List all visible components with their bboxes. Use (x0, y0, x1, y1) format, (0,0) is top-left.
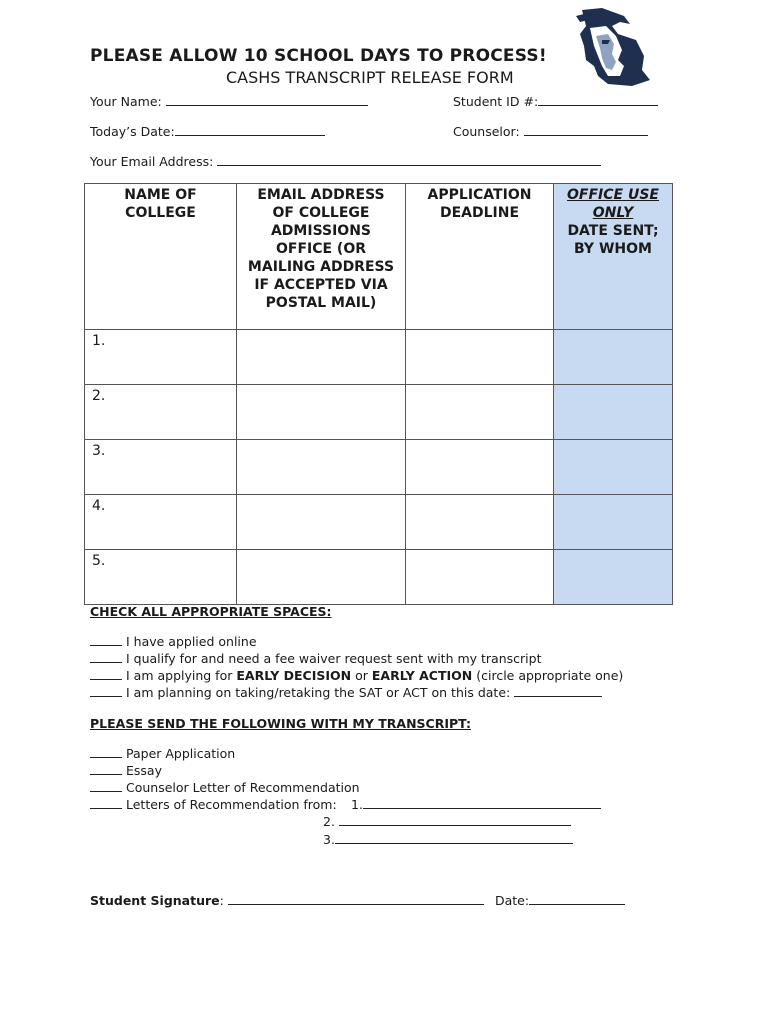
recommender-number: 1. (351, 797, 363, 812)
recommender-line[interactable] (363, 797, 601, 809)
your-name-field[interactable] (90, 94, 368, 109)
table-row (85, 330, 673, 385)
row-number[interactable]: 3. (85, 440, 237, 495)
check-blank[interactable] (90, 651, 122, 663)
check-item-label: I have applied online (126, 634, 257, 649)
table-header-row (85, 184, 673, 330)
deadline-cell[interactable] (406, 385, 554, 440)
signature-date-label: Date: (495, 893, 530, 908)
send-item-label: Letters of Recommendation from: (126, 797, 337, 812)
student-id-line[interactable] (538, 94, 658, 106)
send-item-letters-from[interactable] (90, 797, 337, 812)
signature-label: Student Signature (90, 893, 220, 908)
email-label: Your Email Address: (90, 154, 214, 169)
table-row (85, 385, 673, 440)
check-item-label: I am planning on taking/retaking the SAT or ACT on this date: (126, 685, 511, 700)
todays-date-line[interactable] (175, 124, 325, 136)
student-id-label: Student ID #: (453, 94, 539, 109)
or-text: or (355, 668, 368, 683)
send-item-essay[interactable] (90, 763, 162, 778)
send-item-paper-application[interactable] (90, 746, 235, 761)
check-blank[interactable] (90, 780, 122, 792)
recommender-1[interactable] (351, 797, 601, 812)
office-cell (554, 385, 673, 440)
header-deadline: APPLICATION DEADLINE (427, 187, 532, 221)
deadline-cell[interactable] (406, 550, 554, 605)
check-item-label: I qualify for and need a fee waiver request sent with my transcript (126, 651, 542, 666)
check-item-sat-act[interactable] (90, 685, 602, 700)
check-heading: CHECK ALL APPROPRIATE SPACES: (90, 604, 332, 619)
your-name-line[interactable] (166, 94, 368, 106)
check-blank[interactable] (90, 746, 122, 758)
signature-date-line[interactable] (529, 893, 625, 905)
email-cell[interactable] (237, 495, 406, 550)
send-item-label: Paper Application (126, 746, 236, 761)
row-number[interactable]: 1. (85, 330, 237, 385)
check-blank[interactable] (90, 797, 122, 809)
email-cell[interactable] (237, 550, 406, 605)
table-row (85, 495, 673, 550)
recommender-number: 2. (323, 814, 335, 829)
check-item-applied-online[interactable] (90, 634, 257, 649)
spartan-helmet-logo-icon (572, 6, 652, 88)
deadline-cell[interactable] (406, 330, 554, 385)
signature-colon: : (219, 893, 224, 908)
email-cell[interactable] (237, 385, 406, 440)
your-name-label: Your Name: (90, 94, 162, 109)
student-id-field[interactable] (453, 94, 658, 109)
check-blank[interactable] (90, 634, 122, 646)
signature-field[interactable] (90, 893, 484, 908)
circle-note: (circle appropriate one) (476, 668, 624, 683)
header-email-address: EMAIL ADDRESS OF COLLEGE ADMISSIONS OFFICE (OR MAILING ADDRESS IF ACCEPTED VIA POSTAL MAIL) (247, 187, 395, 311)
office-cell (554, 440, 673, 495)
email-cell[interactable] (237, 330, 406, 385)
office-cell (554, 495, 673, 550)
counselor-field[interactable] (453, 124, 648, 139)
signature-line[interactable] (228, 893, 484, 905)
row-number[interactable]: 2. (85, 385, 237, 440)
signature-date-field[interactable] (495, 893, 625, 908)
table-row (85, 440, 673, 495)
check-blank[interactable] (90, 763, 122, 775)
check-blank[interactable] (90, 685, 122, 697)
send-item-label: Essay (126, 763, 162, 778)
todays-date-field[interactable] (90, 124, 325, 139)
check-blank[interactable] (90, 668, 122, 680)
office-cell (554, 550, 673, 605)
college-table (84, 183, 673, 605)
todays-date-label: Today’s Date: (90, 124, 175, 139)
email-cell[interactable] (237, 440, 406, 495)
check-item-early-application[interactable] (90, 668, 623, 683)
email-field[interactable] (90, 154, 601, 169)
early-action-option[interactable]: EARLY ACTION (371, 668, 473, 683)
check-item-fee-waiver[interactable] (90, 651, 541, 666)
recommender-number: 3. (323, 832, 335, 847)
check-item-label: I am applying for (126, 668, 233, 683)
deadline-cell[interactable] (406, 440, 554, 495)
table-row (85, 550, 673, 605)
row-number[interactable]: 4. (85, 495, 237, 550)
recommender-3[interactable] (323, 832, 573, 847)
header-date-sent: DATE SENT; BY WHOM (567, 223, 659, 257)
email-line[interactable] (217, 154, 601, 166)
send-heading: PLEASE SEND THE FOLLOWING WITH MY TRANSCRIPT: (90, 716, 471, 731)
recommender-line[interactable] (339, 814, 571, 826)
recommender-2[interactable] (323, 814, 571, 829)
header-office-use: OFFICE USE ONLY (567, 187, 659, 221)
counselor-line[interactable] (524, 124, 648, 136)
send-item-counselor-letter[interactable] (90, 780, 360, 795)
recommender-line[interactable] (335, 832, 573, 844)
row-number[interactable]: 5. (85, 550, 237, 605)
early-decision-option[interactable]: EARLY DECISION (236, 668, 352, 683)
header-college-name: NAME OF COLLEGE (124, 187, 197, 221)
counselor-label: Counselor: (453, 124, 520, 139)
deadline-cell[interactable] (406, 495, 554, 550)
sat-date-line[interactable] (514, 685, 602, 697)
form-subtitle: CASHS TRANSCRIPT RELEASE FORM (226, 68, 514, 87)
form-title: PLEASE ALLOW 10 SCHOOL DAYS TO PROCESS! (90, 46, 547, 66)
office-cell (554, 330, 673, 385)
send-item-label: Counselor Letter of Recommendation (126, 780, 360, 795)
